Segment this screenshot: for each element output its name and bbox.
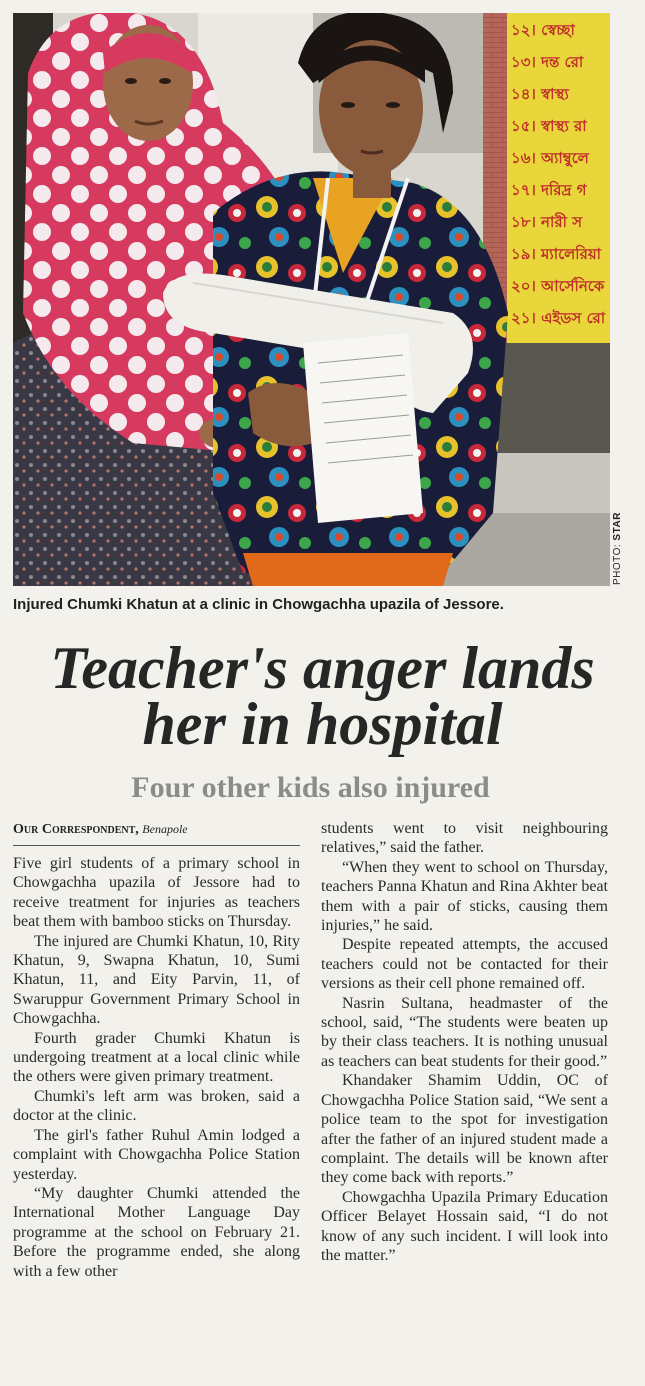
article-paragraph: students went to visit neighbouring relatives,” said the father.: [321, 820, 608, 857]
sign-line: ২১। এইডস রো: [511, 309, 606, 327]
photo-credit: [612, 465, 623, 585]
article-paragraph: Chowgachha Upazila Primary Education Officer Belayet Hossain said, “I do not know of any such incident. I will look into the matter.”: [321, 1188, 608, 1264]
sign-line: ১৯। ম্যালেরিয়া: [511, 245, 602, 263]
sign-line: ১৫। স্বাস্থ্য রা: [511, 117, 587, 135]
headline-line-2: her in hospital: [142, 691, 503, 757]
article-column-2: [321, 819, 608, 1265]
article-paragraph: Khandaker Shamim Uddin, OC of Chowgachha Police Station said, “We sent a police team to the spot for investigation after the father of an injured student made a complaint. The details will be known after they come back with reports.”: [321, 1072, 608, 1187]
article-paragraph: Fourth grader Chumki Khatun is undergoing treatment at a local clinic while the others were given primary treatment.: [13, 1029, 300, 1086]
sign-line: ২০। আর্সেনিকে: [511, 277, 605, 295]
article-paragraph: “My daughter Chumki attended the International Mother Language Day programme at the school on February 21. Before the programme ended, she along with a few other: [13, 1184, 300, 1280]
sign-line: ১৪। স্বাস্থ্য: [511, 85, 569, 103]
article-paragraph: The injured are Chumki Khatun, 10, Rity Khatun, 9, Swapna Khatun, 10, Sumi Khatun, 11, and Eity Parvin, 11, of Swaruppur Government Primary School in Chowgachha.: [13, 932, 300, 1028]
byline-name: Our Correspondent,: [13, 822, 139, 837]
sign-line: ১৩। দন্ত রো: [511, 53, 584, 71]
sign-line: ১৮। নারী স: [511, 213, 583, 231]
article-paragraph: The girl's father Ruhul Amin lodged a complaint with Chowgachha Police Station yesterday.: [13, 1126, 300, 1183]
headline-line-1: Teacher's anger lands: [50, 635, 595, 701]
article-paragraph: Nasrin Sultana, headmaster of the school, said, “The students were beaten up by their class teachers. It is nothing unusual as teachers can beat students for their good.”: [321, 994, 608, 1070]
sign-line: ১২। স্বেচ্ছা: [511, 21, 575, 39]
subheadline: Four other kids also injured: [131, 771, 490, 804]
article-paragraph: Chumki's left arm was broken, said a doctor at the clinic.: [13, 1087, 300, 1125]
photo-caption: Injured Chumki Khatun at a clinic in Chowgachha upazila of Jessore.: [13, 596, 504, 613]
byline-location: Benapole: [142, 822, 188, 836]
news-photo: [13, 13, 610, 586]
article-paragraph: “When they went to school on Thursday, teachers Panna Khatun and Rina Akhter beat them with a pair of sticks, causing them injuries,” he said.: [321, 858, 608, 935]
article-column-1: [13, 819, 300, 1281]
article-paragraph: Five girl students of a primary school in Chowgachha upazila of Jessore had to receive treatment for injuries as teachers beat them with bamboo sticks on Thursday.: [13, 855, 300, 931]
photo-illustration: [13, 13, 610, 586]
article-paragraph: Despite repeated attempts, the accused teachers could not be contacted for their versions as their cell phone remained off.: [321, 936, 608, 993]
headline: [0, 635, 645, 757]
photo-credit-prefix: PHOTO:: [612, 540, 623, 585]
sign-line: ১৭। দরিদ্র গ: [511, 181, 587, 199]
photo-credit-name: STAR: [612, 512, 623, 541]
byline: [13, 819, 300, 846]
sign-line: ১৬। অ্যাম্বুলে: [511, 149, 589, 167]
